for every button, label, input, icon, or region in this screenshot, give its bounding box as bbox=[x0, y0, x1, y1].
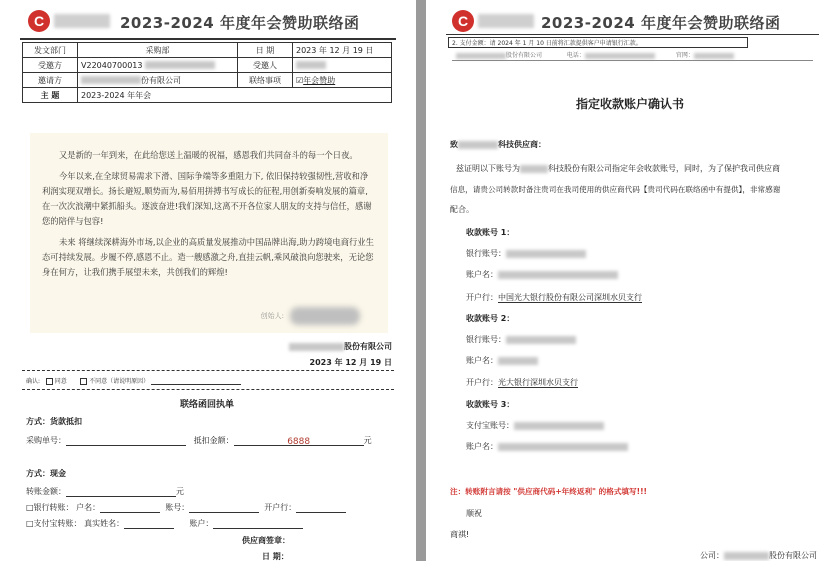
redacted-text bbox=[145, 61, 215, 69]
contact-label: 联络事项 bbox=[238, 73, 293, 88]
confirmation-title: 指定收款账户确认书 bbox=[576, 97, 685, 111]
confirm-row bbox=[26, 376, 241, 385]
alipay-account-label: 账户： bbox=[189, 519, 214, 528]
deduct-amount-field[interactable]: 6888 bbox=[234, 437, 364, 446]
alipay-account-field[interactable] bbox=[213, 520, 303, 529]
company-suffix: 股份有限公司 bbox=[344, 342, 392, 351]
account-1-bank-row bbox=[466, 292, 642, 303]
redacted-text bbox=[585, 53, 655, 59]
real-name-field[interactable] bbox=[124, 520, 174, 529]
closing-text: 顺祝 bbox=[466, 509, 482, 518]
redacted-text bbox=[514, 422, 604, 430]
notice-banner: 2. 支付金额：请 2024 年 1 月 10 日前将汇款提供客户申请银行汇款。 bbox=[448, 37, 748, 48]
cut-line bbox=[22, 370, 394, 371]
real-name-label: 真实姓名： bbox=[84, 519, 125, 528]
company-label: 公司： bbox=[700, 551, 724, 560]
agree-label: 同意 bbox=[54, 378, 67, 385]
bank-label: 开户行： bbox=[466, 378, 498, 387]
subject-label: 主 题 bbox=[23, 88, 78, 103]
account-1-number-row bbox=[466, 248, 586, 259]
page-title: 2023-2024 年度年会赞助联络函 bbox=[541, 14, 781, 32]
contact-checkbox[interactable]: ☑ bbox=[296, 75, 304, 85]
account-1-title: 收款账号 1： bbox=[466, 228, 515, 237]
agree-checkbox[interactable] bbox=[46, 378, 53, 385]
recipient-line bbox=[450, 139, 546, 150]
inviter-value bbox=[78, 73, 238, 88]
title-divider bbox=[20, 38, 396, 40]
left-document-page bbox=[0, 0, 416, 561]
account-name-field[interactable] bbox=[100, 504, 160, 513]
account-3-name-row bbox=[466, 441, 628, 452]
redacted-text bbox=[289, 343, 344, 351]
redacted-text bbox=[520, 165, 548, 173]
issue-date: 2023 年 12 月 19 日 bbox=[309, 358, 392, 367]
bank-label: 开户行： bbox=[466, 293, 498, 302]
company-suffix: 股份有限公司 bbox=[769, 551, 817, 560]
invited-value bbox=[78, 58, 238, 73]
redacted-text bbox=[498, 271, 618, 279]
letter-paragraph: 未来 将继续深耕海外市场,以企业的高质量发展推动中国品牌出海,助力跨境电商行业生态可持续发展。步履不停,感恩不止。造一艘感激之舟,直挂云帆,乘风破浪向您驶来，无论您身在何方，让我们携手展望未来，共创我们的辉煌! bbox=[42, 237, 374, 277]
redacted-text bbox=[296, 61, 326, 69]
page-title: 2023-2024 年度年会赞助联络函 bbox=[120, 14, 360, 32]
date-label: 日 期 bbox=[238, 43, 293, 58]
account-name-label: 户名： bbox=[76, 503, 101, 512]
invitee-label: 受邀人 bbox=[238, 58, 293, 73]
logo-mark-icon: C bbox=[28, 10, 50, 32]
bank-number-label: 银行账号： bbox=[466, 335, 506, 344]
redacted-text bbox=[498, 443, 628, 451]
inviter-suffix: 份有限公司 bbox=[141, 75, 181, 85]
yuan-label: 元 bbox=[176, 487, 184, 496]
info-company: 股份有限公司 bbox=[506, 52, 543, 59]
letter-paragraph: 又是新的一年到来，在此给您送上温暖的祝福，感恩我们共同奋斗的每一个日夜。 bbox=[59, 150, 358, 160]
intro-line-1 bbox=[456, 163, 780, 174]
invitee-value bbox=[293, 58, 392, 73]
founder-signature bbox=[261, 307, 360, 325]
company-info-row bbox=[456, 50, 734, 59]
account-name-label: 账户名： bbox=[466, 270, 498, 279]
redacted-text bbox=[456, 53, 506, 59]
account-no-label: 账号： bbox=[165, 503, 190, 512]
title-divider bbox=[446, 34, 819, 35]
account-2-bank-row bbox=[466, 377, 578, 388]
inviter-label: 邀请方 bbox=[23, 73, 78, 88]
account-name-label: 账户名： bbox=[466, 356, 498, 365]
account-3-title: 收款账号 3： bbox=[466, 400, 515, 409]
bank-transfer-row bbox=[26, 502, 346, 513]
contact-value bbox=[293, 73, 392, 88]
po-label: 采购单号： bbox=[26, 436, 66, 445]
to-prefix: 致 bbox=[450, 140, 458, 149]
alipay-label: 支付宝账号： bbox=[466, 421, 514, 430]
deduct-label: 抵扣金额： bbox=[193, 436, 234, 445]
receipt-date-label: 日 期： bbox=[262, 552, 289, 561]
subject-value: 2023-2024 年年会 bbox=[78, 88, 392, 103]
redacted-text bbox=[81, 76, 141, 84]
redacted-text bbox=[498, 357, 538, 365]
transfer-note: 注：转账附言请按 "供应商代码+年终返利" 的格式填写!!! bbox=[450, 487, 648, 496]
redacted-text bbox=[694, 53, 734, 59]
method-deduction: 方式：货款抵扣 bbox=[26, 417, 82, 426]
account-2-name-row bbox=[466, 355, 538, 366]
disagree-checkbox[interactable] bbox=[80, 378, 87, 385]
redacted-text bbox=[506, 336, 576, 344]
header-table bbox=[22, 42, 392, 103]
account-1-bank: 中国光大银行股份有限公司深圳水贝支行 bbox=[498, 293, 642, 302]
account-no-field[interactable] bbox=[189, 504, 259, 513]
reason-field[interactable] bbox=[151, 376, 241, 385]
confirm-label: 确认: bbox=[26, 378, 41, 385]
info-phone: 电话： bbox=[566, 52, 585, 59]
regards-text: 商祺! bbox=[450, 530, 470, 539]
contact-topic: 年会赞助 bbox=[303, 75, 336, 85]
intro-a: 兹证明以下账号为 bbox=[456, 164, 520, 173]
account-3-alipay-row bbox=[466, 420, 604, 431]
invited-code: V22040700013 bbox=[81, 60, 143, 70]
yuan-label: 元 bbox=[363, 436, 372, 445]
right-document-page bbox=[426, 0, 839, 561]
disagree-label: 不同意（请说明原因） bbox=[89, 378, 150, 385]
invited-label: 受邀方 bbox=[23, 58, 78, 73]
account-2-title: 收款账号 2： bbox=[466, 314, 515, 323]
redacted-text bbox=[506, 250, 586, 258]
account-name-label: 账户名： bbox=[466, 442, 498, 451]
info-website: 官网： bbox=[675, 52, 694, 59]
account-1-name-row bbox=[466, 269, 618, 280]
receipt-title: 联络函回执单 bbox=[180, 400, 235, 410]
bank-field[interactable] bbox=[296, 504, 346, 513]
alipay-row bbox=[26, 518, 303, 529]
logo-text-redacted bbox=[478, 14, 534, 28]
dept-label: 发文部门 bbox=[23, 43, 78, 58]
alipay-option[interactable]: □支付宝转账： bbox=[26, 519, 82, 528]
intro-line-2: 信息，请贵公司转款时备注贵司在我司使用的供应商代码【贵司代码在联络函中有提供】，非常感谢 bbox=[450, 185, 781, 194]
transfer-amount-row bbox=[26, 486, 184, 497]
bank-transfer-option[interactable]: □银行转账： bbox=[26, 503, 74, 512]
intro-b: 科技股份有限公司指定年会收款账号，同时，为了保护我司供应商 bbox=[548, 164, 780, 173]
supplier-sign-label: 供应商签章： bbox=[242, 536, 290, 545]
info-divider bbox=[452, 60, 813, 61]
letter-paragraph: 今年以来,在全球贸易需求下滑、国际争端等多重阻力下, 依旧保持较强韧性,营收和净利润实现双增长。扬长避短,顺势而为,易佰用拼搏书写成长的征程,用创新奏响发展的篇章,在一次次浪潮中紧抓船头。逐波奋进!我们深知,这离不开各位家人朋友的支持与信任，感谢您的陪伴与包容! bbox=[42, 171, 372, 226]
company-logo bbox=[452, 10, 534, 32]
signature-image bbox=[290, 307, 360, 325]
redacted-text bbox=[724, 552, 769, 560]
deduction-row bbox=[26, 435, 372, 446]
account-2-bank: 光大银行深圳水贝支行 bbox=[498, 378, 578, 387]
dept-value: 采购部 bbox=[78, 43, 238, 58]
logo-mark-icon: C bbox=[452, 10, 474, 32]
greeting-letter bbox=[30, 133, 388, 333]
transfer-label: 转账金额： bbox=[26, 487, 66, 496]
account-2-number-row bbox=[466, 334, 576, 345]
cut-line bbox=[22, 389, 394, 390]
signing-company bbox=[700, 550, 817, 561]
transfer-amount-field[interactable] bbox=[66, 488, 176, 497]
to-suffix: 科技供应商： bbox=[498, 140, 546, 149]
method-cash: 方式：现金 bbox=[26, 469, 66, 478]
po-number-field[interactable] bbox=[66, 437, 186, 446]
logo-text-redacted bbox=[54, 14, 110, 28]
intro-line-3: 配合。 bbox=[450, 205, 474, 214]
company-logo bbox=[28, 10, 110, 32]
date-value: 2023 年 12 月 19 日 bbox=[293, 43, 392, 58]
redacted-text bbox=[458, 141, 498, 149]
signer-label: 创始人: bbox=[260, 312, 284, 320]
bank-label: 开户行： bbox=[264, 503, 297, 512]
bank-number-label: 银行账号： bbox=[466, 249, 506, 258]
issuer-company bbox=[289, 341, 392, 352]
